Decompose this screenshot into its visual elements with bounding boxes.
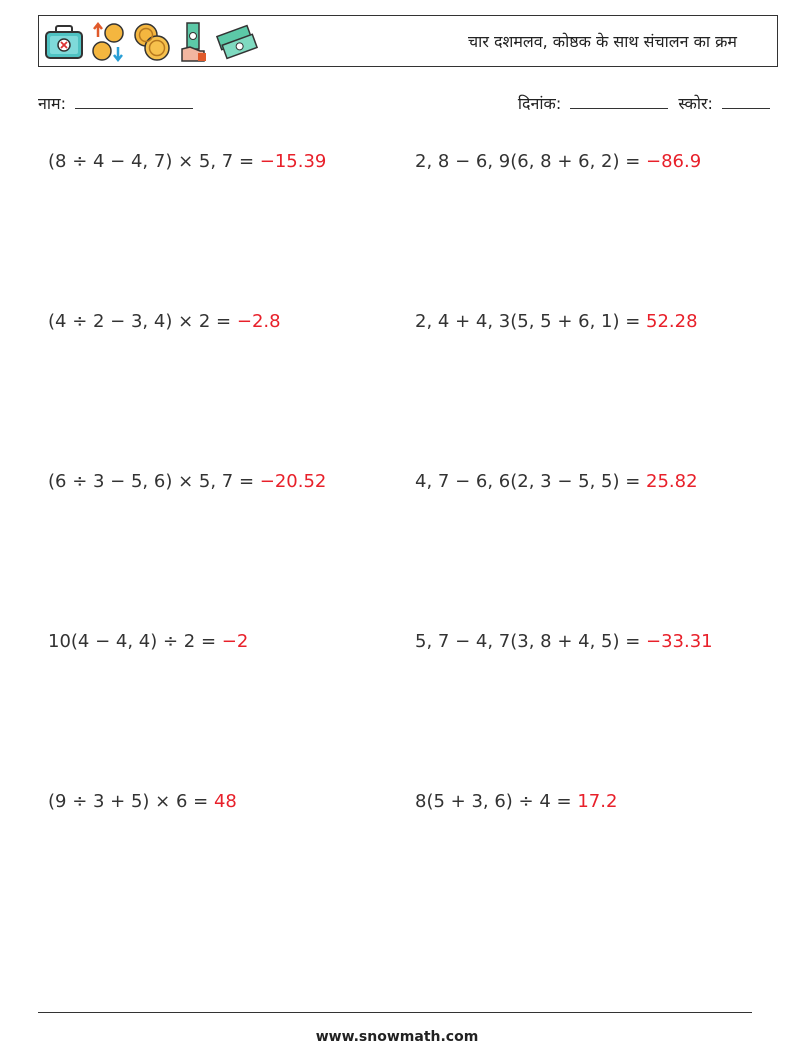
- problem-expression: 2, 8 − 6, 9(6, 8 + 6, 2) =: [415, 151, 647, 172]
- problem-4: [415, 311, 698, 332]
- problem-answer: −33.31: [646, 631, 713, 652]
- problem-1: [48, 151, 326, 172]
- problem-expression: 2, 4 + 4, 3(5, 5 + 6, 1) =: [415, 311, 647, 332]
- worksheet-header: [38, 15, 778, 67]
- problem-2: [415, 151, 701, 172]
- problem-answer: 48: [213, 791, 237, 812]
- header-icons: [44, 21, 260, 63]
- problem-answer: −15.39: [259, 151, 327, 172]
- date-label: दिनांक:: [517, 94, 562, 113]
- problem-5: [48, 471, 326, 492]
- problem-answer: 17.2: [577, 791, 618, 812]
- date-blank[interactable]: [570, 92, 668, 109]
- worksheet-title: चार दशमलव, कोष्ठक के साथ संचालन का क्रम: [468, 32, 737, 51]
- problem-answer: 25.82: [646, 471, 698, 492]
- problem-expression: (8 ÷ 4 − 4, 7) × 5, 7 =: [48, 151, 260, 172]
- coins-icon: [132, 21, 172, 63]
- problem-expression: (4 ÷ 2 − 3, 4) × 2 =: [48, 311, 237, 332]
- score-blank[interactable]: [722, 92, 770, 109]
- date-field: [518, 92, 668, 114]
- name-blank[interactable]: [75, 92, 193, 109]
- problem-answer: −20.52: [259, 471, 327, 492]
- hand-banknote-icon: [178, 21, 208, 63]
- briefcase-icon: [44, 24, 84, 60]
- problem-10: [415, 791, 617, 812]
- problem-expression: 10(4 − 4, 4) ÷ 2 =: [48, 631, 222, 652]
- problem-9: [48, 791, 237, 812]
- name-field: [38, 92, 193, 114]
- problem-answer: −86.9: [646, 151, 702, 172]
- problem-answer: −2: [221, 631, 249, 652]
- footer-divider: [38, 1012, 752, 1013]
- problem-answer: −2.8: [236, 311, 281, 332]
- footer-url[interactable]: www.snowmath.com: [315, 1029, 479, 1045]
- problem-8: [415, 631, 713, 652]
- name-label: नाम:: [38, 94, 66, 113]
- banknotes-icon: [214, 24, 260, 60]
- problem-expression: 4, 7 − 6, 6(2, 3 − 5, 5) =: [415, 471, 647, 492]
- problem-expression: 8(5 + 3, 6) ÷ 4 =: [415, 791, 578, 812]
- score-field: [678, 92, 770, 114]
- problem-6: [415, 471, 698, 492]
- problem-expression: (6 ÷ 3 − 5, 6) × 5, 7 =: [48, 471, 260, 492]
- problem-answer: 52.28: [646, 311, 698, 332]
- problem-expression: (9 ÷ 3 + 5) × 6 =: [48, 791, 214, 812]
- problem-expression: 5, 7 − 4, 7(3, 8 + 4, 5) =: [415, 631, 647, 652]
- currency-exchange-icon: [90, 21, 126, 63]
- problem-3: [48, 311, 281, 332]
- score-label: स्कोर:: [678, 94, 713, 113]
- problem-7: [48, 631, 248, 652]
- date-score-fields: [518, 92, 770, 114]
